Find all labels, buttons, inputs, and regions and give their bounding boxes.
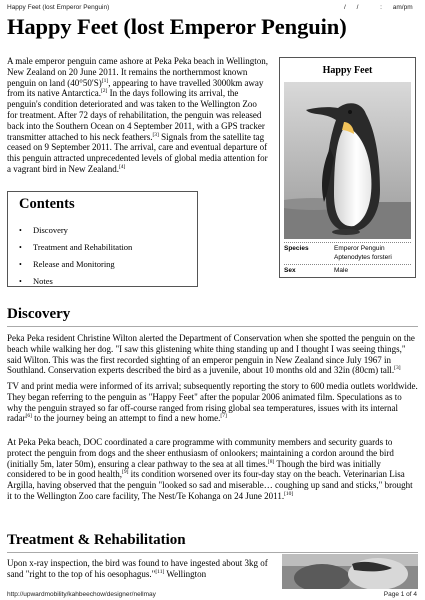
infobox bbox=[279, 57, 416, 278]
sex-value: Male bbox=[334, 267, 349, 274]
intro-paragraph: A male emperor penguin came ashore at Peka Peka beach in Wellington, New Zealand on 20 June 2011. It remains the northernmost known penguin on land (40°50′S)[1], appearing to have travelled 3000km away from its native Antarctica.[2] In the days following its arrival, the penguin's condition deteriorated and was taken to the Wellington Zoo for treatment. After 72 days of rehabilitation, the penguin was released back into the Southern Ocean on 4 September 2011, with a GPS tracker transmitter attached to his neck feathers.[3] Signals from the satellite tag ceased on 9 September 2011. The arrival, care and eventual departure of this penguin attracted unprecedented levels of global media attention for a vagrant bird in New Zealand.[4] bbox=[7, 56, 269, 174]
section-heading-treatment: Treatment & Rehabilitation bbox=[7, 532, 418, 553]
treatment-paragraph-1: Upon x-ray inspection, the bird was found to have ingested about 3kg of sand "right to the top of his oesophagus."[11] Wellington bbox=[7, 558, 268, 579]
toc-item-treatment[interactable]: • Treatment and Rehabilitation bbox=[19, 242, 133, 252]
penguin-photo bbox=[284, 82, 411, 239]
species-label: Species bbox=[284, 245, 309, 252]
print-header-datetime: / / : am/pm bbox=[344, 4, 413, 11]
treatment-photo bbox=[282, 554, 418, 589]
toc-list bbox=[19, 222, 132, 290]
toc-title: Contents bbox=[19, 196, 75, 212]
infobox-title: Happy Feet bbox=[322, 65, 373, 76]
sex-label: Sex bbox=[284, 267, 296, 274]
discovery-paragraph-2: TV and print media were informed of its arrival; subsequently reporting the story to 600 media outlets worldwide. They began referring to the penguin as "Happy Feet" after the popular 2006 animated film. Speculations as to why the penguin strayed so far off-course ranged from rising global sea temperatures, issues with its internal radar[6] to the journey being an attempt to find a new home.[7] bbox=[7, 381, 418, 424]
page-url: http://upwardmobility/kahbeechow/designer/nellmay bbox=[7, 591, 156, 598]
discovery-paragraph-1: Peka Peka resident Christine Wilton alerted the Department of Conservation when she spotted the penguin on the beach while walking her dog. "I saw this glistening white thing standing up and I thought I was seeing things," said Wilton. This was the first recorded sighting of an emperor penguin in New Zealand since July 1967 in Southland. Conservation experts described the bird as a juvenile, about 10 months old and 32in (80cm) tall.[3] bbox=[7, 333, 415, 376]
section-heading-discovery: Discovery bbox=[7, 306, 418, 327]
toc-item-notes[interactable]: • Notes bbox=[19, 276, 53, 286]
table-of-contents bbox=[7, 191, 198, 287]
discovery-paragraph-3: At Peka Peka beach, DOC coordinated a care programme with community members and security guards to protect the penguin from dogs and the sheer enthusiasm of onlookers; maintaining a cordon around the bird (initially 5m, later 50m), ensuring a clear pathway to the sea at all times.[8] Though the bird was initially considered to be in good health,[9] its condition worsened over its four-day stay on the beach. Veterinarian Lisa Argilla, having observed that the penguin "looked so sad and miserable… coughing up sand and sticks," brought it to the Wellington Zoo care facility, The Nest/Te Kohanga on 24 June 2011.[10] bbox=[7, 437, 413, 501]
infobox-divider bbox=[284, 242, 411, 243]
print-header bbox=[0, 0, 425, 14]
print-header-title: Happy Feet (lost Emperor Penguin) bbox=[7, 4, 110, 11]
page-title: Happy Feet (lost Emperor Penguin) bbox=[7, 14, 347, 39]
print-footer bbox=[0, 589, 425, 600]
toc-item-discovery[interactable]: • Discovery bbox=[19, 225, 68, 235]
page-number: Page 1 of 4 bbox=[383, 591, 417, 598]
species-value-scientific: Aptenodytes forsteri bbox=[334, 254, 392, 261]
species-value-common: Emperor Penguin bbox=[334, 245, 385, 252]
infobox-divider bbox=[284, 264, 411, 265]
toc-item-release[interactable]: • Release and Monitoring bbox=[19, 259, 115, 269]
